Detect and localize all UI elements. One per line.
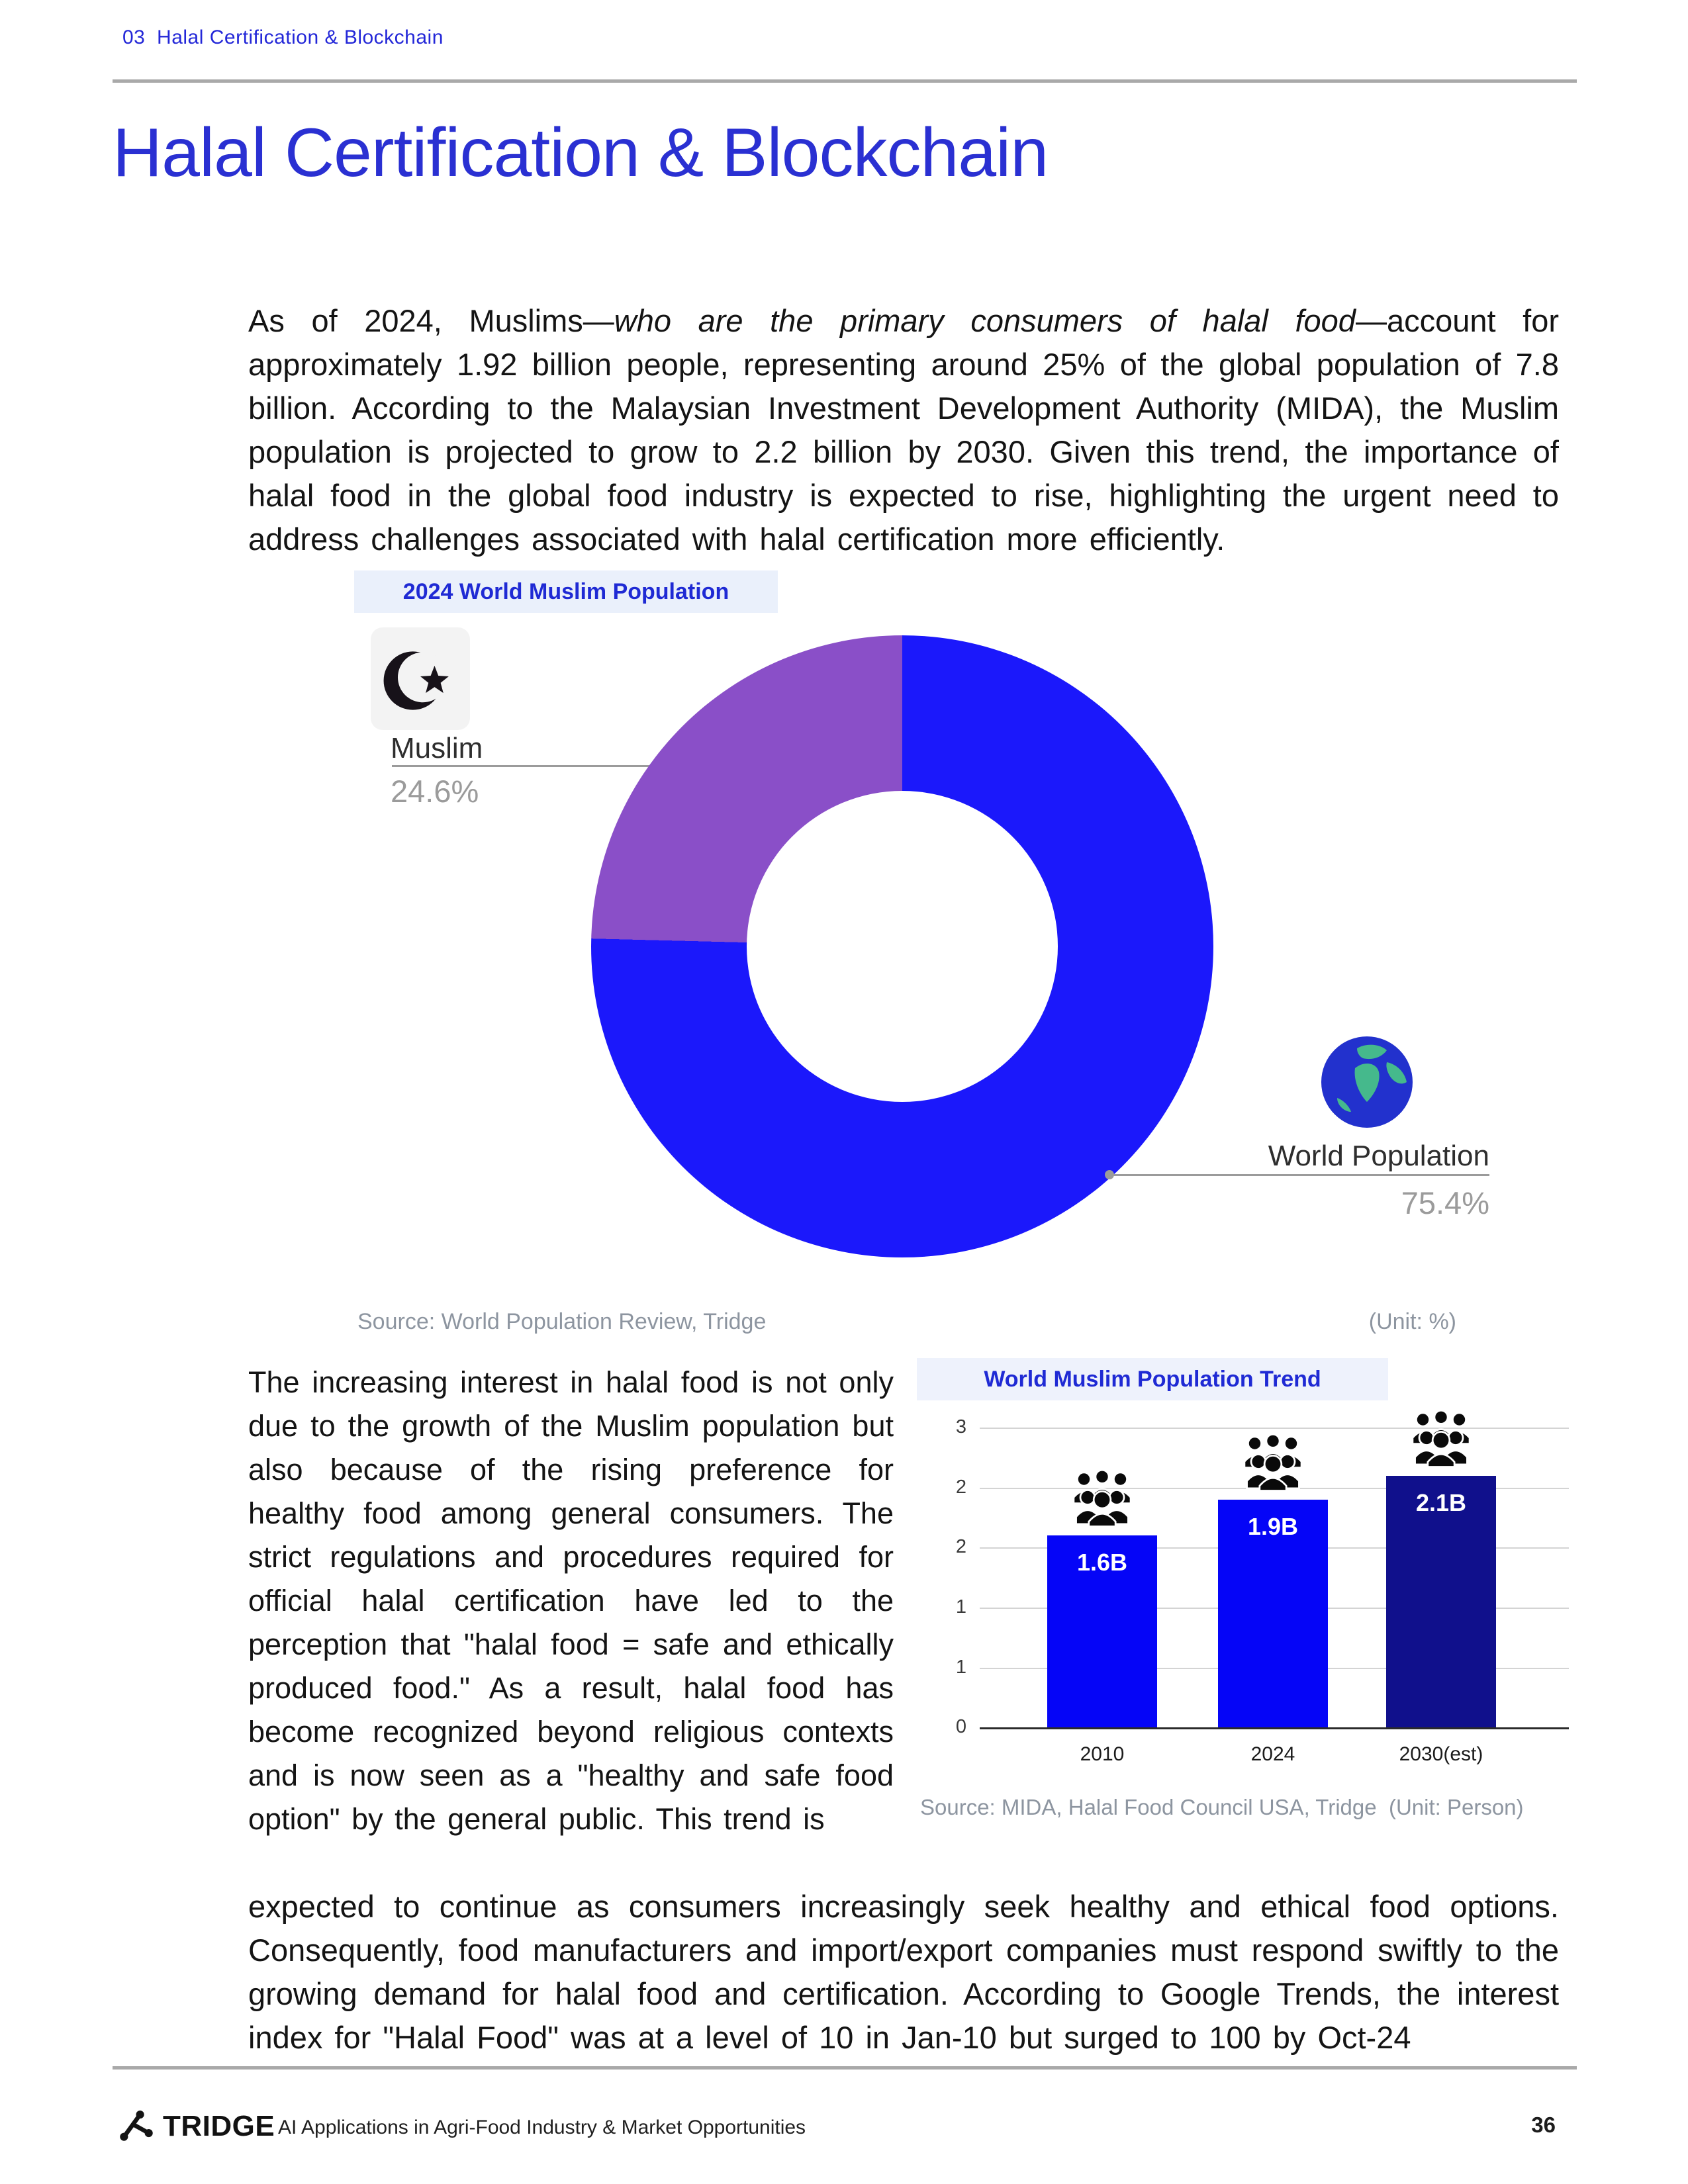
bar-2024	[1218, 1500, 1328, 1727]
closing-paragraph: expected to continue as consumers increasingly seek healthy and ethical food options. Consequently, food manufacturers and import/export companies must respond swiftly to the growing demand for halal food and certification. According to Google Trends, the interest index for "Halal Food" was at a level of 10 in Jan-10 but surged to 100 by Oct-24	[248, 1889, 1559, 2055]
body-paragraph-left: The increasing interest in halal food is not only due to the growth of the Muslim population but also because of the rising preference for healthy food among general consumers. The strict regulations and procedures required for official halal certification have led to the perception that "halal food = safe and ethically produced food." As a result, halal food has become recognized beyond religious contexts and is now seen as a "healthy and safe food option" by the general public. This trend is	[248, 1365, 894, 1836]
y-tick-2: 2	[955, 1536, 966, 1557]
intro-pre: As of 2024, Muslims—	[248, 303, 614, 338]
x-label-2030: 2030(est)	[1399, 1743, 1483, 1765]
donut-hole	[747, 791, 1058, 1102]
trend-unit: (Unit: Person)	[1388, 1795, 1524, 1819]
trend-chart-title-badge	[917, 1358, 1388, 1400]
donut-source: Source: World Population Review, Tridge	[357, 1309, 767, 1334]
top-divider	[113, 79, 1577, 83]
x-label-2010: 2010	[1080, 1743, 1125, 1765]
donut-chart-title-badge	[354, 570, 778, 613]
star-and-crescent-icon	[371, 627, 470, 730]
tridge-logo-icon	[118, 2106, 155, 2143]
bar-2010	[1047, 1535, 1157, 1727]
intro-post: —account for approximately 1.92 billion people, representing around 25% of the global population of 7.8 billion. According to the Malaysian Investment Development Authority (MIDA), the Muslim population is projected to grow to 2.2 billion by 2030. Given this trend, the importance of halal food in the global food industry is expected to rise, highlighting the urgent need to address challenges associated with halal certification more efficiently.	[248, 303, 1559, 557]
trend-source: Source: MIDA, Halal Food Council USA, Tridge	[920, 1795, 1377, 1819]
x-axis-line	[980, 1727, 1569, 1729]
section-name: Halal Certification & Blockchain	[157, 26, 444, 48]
page-title: Halal Certification & Blockchain	[113, 114, 1049, 191]
muslim-slice-label: Muslim	[391, 732, 483, 764]
y-tick-1: 2	[955, 1477, 966, 1498]
y-tick-0: 3	[955, 1416, 966, 1437]
intro-paragraph	[248, 299, 1559, 561]
bar-value-label: 2.1B	[1415, 1489, 1467, 1516]
footer-doc-title: AI Applications in Agri-Food Industry & Market Opportunities	[278, 2116, 806, 2138]
y-tick-3: 1	[955, 1596, 966, 1617]
muslim-slice-percent: 24.6%	[391, 774, 479, 809]
globe-icon	[1317, 1032, 1417, 1132]
x-label-2024: 2024	[1250, 1743, 1295, 1765]
world-slice-percent: 75.4%	[1401, 1185, 1489, 1220]
trend-chart-title: World Muslim Population Trend	[984, 1366, 1321, 1392]
gridline-3	[980, 1428, 1569, 1429]
tridge-brand: TRIDGE	[163, 2110, 275, 2142]
people-group-icon	[1405, 1406, 1477, 1469]
muslim-callout-line	[392, 765, 658, 767]
section-number: 03	[122, 26, 146, 48]
bar-value-label: 1.6B	[1076, 1549, 1128, 1576]
intro-italic: who are the primary consumers of halal food	[614, 303, 1356, 338]
people-group-icon	[1237, 1430, 1309, 1493]
bottom-divider	[113, 2066, 1577, 2070]
trend-source-row	[920, 1795, 1589, 1820]
bar-2030	[1386, 1476, 1496, 1727]
people-group-icon	[1066, 1466, 1139, 1529]
crescent-svg	[379, 637, 462, 721]
globe-svg	[1317, 1032, 1417, 1132]
world-slice-label: World Population	[1268, 1140, 1489, 1172]
y-tick-5: 0	[955, 1716, 966, 1737]
page-number: 36	[1531, 2113, 1556, 2137]
section-header	[122, 26, 444, 49]
y-tick-4: 1	[955, 1657, 966, 1678]
bar-value-label: 1.9B	[1247, 1513, 1299, 1540]
world-population-callout	[1192, 1140, 1489, 1221]
donut-chart-title: 2024 World Muslim Population	[402, 578, 729, 604]
donut-unit: (Unit: %)	[1368, 1309, 1456, 1334]
